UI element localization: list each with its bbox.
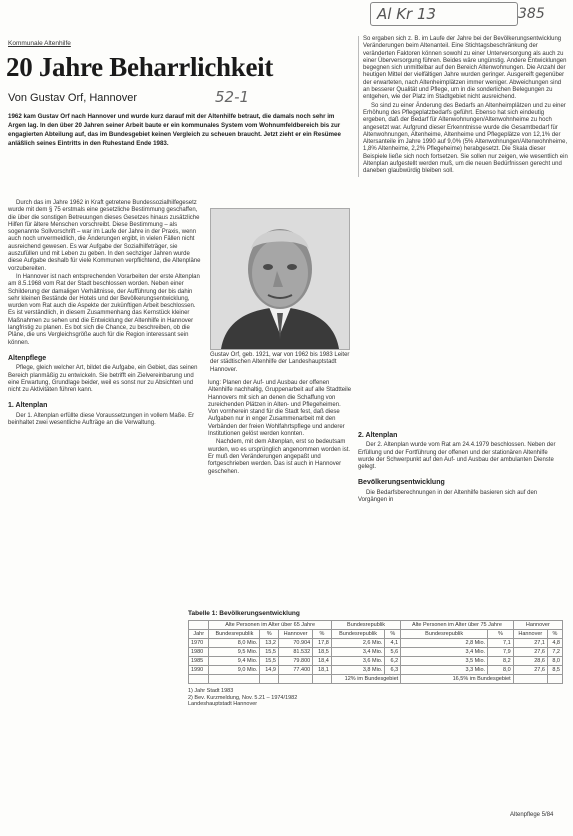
table-row (189, 639, 563, 648)
table-cell: 3,8 Mio. (331, 666, 385, 675)
table-cell (189, 675, 209, 684)
table-cell: 27,1 (513, 639, 547, 648)
table-cell: 15,5 (260, 648, 279, 657)
table-cell: 5,6 (385, 648, 401, 657)
bevoelkerung-paragraph: Die Bedarfsberechnungen in der Altenhilfe basieren sich auf den Vorgängen in (358, 489, 538, 504)
table-cell: 14,9 (260, 666, 279, 675)
col-header: Hannover (278, 630, 312, 639)
table-row (189, 657, 563, 666)
table-cell: 2,8 Mio. (401, 639, 488, 648)
table-cell: 1985 (189, 657, 209, 666)
table-row (189, 666, 563, 675)
table-cell (278, 675, 312, 684)
col-header: Hannover (513, 630, 547, 639)
col-header: % (488, 630, 514, 639)
footnote: Landeshauptstadt Hannover (188, 701, 258, 707)
col-header: Bundesrepublik (401, 630, 488, 639)
table-cell: 18,5 (313, 648, 332, 657)
left-paragraph-2: In Hannover ist nach entsprechenden Vorarbeiten der erste Altenplan am 8.5.1968 vom Rat der Stadt beschlossen worden. Neben einer Schilderung der damaligen Verhältnisse, der Aufführung der bis dahin sehr kleinen Bestände der Hotels und der Bevölkerungsentwicklung, wurden vom Rat auch die Aspekte der zukünftigen Arbeit beschlossen. Es ist verständlich, in diesem Zusammenhang das Kernstück kleiner Maßnahmen zu sehen und die Entwicklung der Altenhilfe in Hannover langfristig zu planen. Es bot sich die Chance, zu beschreiben, ob die Pläne, die uns Vergleichsgröße auch für die Region interessant sein können. (8, 273, 200, 346)
table-row (189, 648, 563, 657)
population-table (188, 620, 563, 684)
table-column-header (189, 630, 563, 639)
middle-column (208, 380, 352, 477)
group-header-brd: Bundesrepublik (331, 621, 400, 630)
table-cell: 18,4 (313, 657, 332, 666)
table-cell: 15,5 (260, 657, 279, 666)
table-cell: 70.904 (278, 639, 312, 648)
col-header: % (260, 630, 279, 639)
table-cell (513, 675, 547, 684)
col-header: Jahr (189, 630, 209, 639)
table-cell: 17,8 (313, 639, 332, 648)
altenplan-2-paragraph: Der 2. Altenplan wurde vom Rat am 24.4.1979 beschlossen. Neben der Erfüllung und der Fortführung der offenen und der stationären Altenhilfe wurde der Schwerpunkt auf den Auf- und Ausbau der ambulanten Dienste gelegt. (358, 442, 556, 471)
page-footer: Altenpflege 5/84 (510, 812, 554, 818)
table-cell: 1970 (189, 639, 209, 648)
col-header: % (313, 630, 332, 639)
summary-cell-75: 12% im Bundesgebiet (331, 675, 400, 684)
col-header: % (547, 630, 562, 639)
archive-number: 385 (518, 6, 545, 22)
population-table-block (188, 610, 563, 708)
footnote: 2) Bev. Kurzmeldung, Nov. 5.21 – 1974/1982 (188, 694, 298, 701)
right-column-top (358, 36, 568, 177)
table-cell: 9,4 Mio. (209, 657, 260, 666)
right-paragraph-1: So ergaben sich z. B. im Laufe der Jahre bei der Bevölkerungsentwicklung Veränderungen beim Altenanteil. Eine Stichtagsbeschränkung der veränderten Faktoren können sowohl zu einer Unterversorgung als auch zu einer Überversorgung führen. Beides wäre ungünstig. Andere Entwicklungen begegnen sich unmittelbar auf den Bereich Altenwohnungen. Die Anzahl der heutigen Mittel der vielfältigen Jahre wurden geringer. Ausgereift gegenüber der erwarteten, nach Altenheimplätzen immer weniger. Abweichungen sind an besserer Qualität und Pflege, um in die sonderlichen Belegungen zu entgehen, wie der Platz im Stadtgebiet nicht ausreichend. (363, 36, 567, 101)
table-cell: 3,5 Mio. (401, 657, 488, 666)
table-cell: 7,1 (488, 639, 514, 648)
author-line: Von Gustav Orf, Hannover (8, 92, 138, 104)
table-cell: 27,6 (513, 666, 547, 675)
group-header-75: Alte Personen im Alter über 75 Jahre (401, 621, 514, 630)
table-cell: 8,0 (547, 657, 562, 666)
table-cell: 18,1 (313, 666, 332, 675)
section-heading-altenplan-2: 2. Altenplan (358, 432, 398, 439)
table-cell: 81.532 (278, 648, 312, 657)
archive-stamp: Al Kr 13 (370, 2, 518, 26)
table-cell: 3,3 Mio. (401, 666, 488, 675)
handwritten-note: 52-1 (215, 88, 250, 106)
table-group-header (189, 621, 563, 630)
col-header: Bundesrepublik (331, 630, 385, 639)
lead-paragraph: 1962 kam Gustav Orf nach Hannover und wurde kurz darauf mit der Altenhilfe betraut, die damals noch sehr im Argen lag. In den über 20 Jahren seiner Arbeit baute er ein kommunales System vom Wohnumfeldbereich bis zur engagierten Abteilung auf, das im Bundesgebiet keinen Vergleich zu scheuen braucht. Jetzt zieht er ein Resümee anläßlich seines Eintritts in den Ruhestand Ende 1983. (8, 113, 341, 147)
group-header-65: Alte Personen im Alter über 65 Jahre (209, 621, 331, 630)
table-cell: 28,6 (513, 657, 547, 666)
table-cell: 8,5 (547, 666, 562, 675)
middle-paragraph-1: lung: Planen der Auf- und Ausbau der offenen Altenhilfe nachhaltig, Gruppenarbeit auf alle Stadtteile Hannovers mit sich an denen die Schaffung von zureichenden Plätzen in Alten- und Pflegeheimen. Von vornherein stand für die Stadt fest, daß diese Aufgaben nur in enger Zusammenarbeit mit den Verbänden der freien Wohlfahrtspflege und anderer Institutionen gelöst werden konnten. (208, 380, 352, 438)
table-cell (547, 675, 562, 684)
right-column-bottom (358, 432, 563, 505)
right-paragraph-2: So sind zu einer Änderung des Bedarfs an Altenheimplätzen und zu einer Erhöhung des Pflegeplatzbedarfs geführt. Ebenso hat sich eindeutig ergeben, daß der Bedarf für Altenwohnungen/Altenwohnheime zu hoch angesetzt war. Aufgrund dieser Erkenntnisse wurde die Gesamtbedarf für Altenwohnungen, Altenheime, Altenheime und Pflegeplätze von 12,1% der Altersanteile im Jahre 1990 auf 9,0% (5% Altenwohnungen/Altenwohnheime, 1,8% Altenheime, 2,2% Pflegeheime) herabgesetzt. Die Skala dieser Beispiele ließe sich noch fortsetzen. Sie sollen nur zeigen, wie wesentlich ein Altenplan aufgestellt werden muß, um die neuen Bedürfnissen gerecht und daneben glaubwürdig bleiben soll. (363, 102, 568, 175)
section-heading-bevoelkerung: Bevölkerungsentwicklung (358, 479, 445, 487)
section-heading-altenplan-1: 1. Altenplan (8, 402, 48, 410)
table-cell: 4,8 (547, 639, 562, 648)
photo-caption: Gustav Orf, geb. 1921, war von 1962 bis 1983 Leiter der städtischen Altenhilfe der Landeshauptstadt Hannover. (210, 352, 350, 373)
table-cell: 27,6 (513, 648, 547, 657)
middle-paragraph-2: Nachdem, mit dem Altenplan, erst so bedeutsam wurden, wo es ursprünglich angenommen worden ist. Er muß den Veränderungen angepaßt und fortgeschrieben werden. Das ist auch in Hannover geschehen. (208, 439, 351, 475)
table-cell: 79.800 (278, 657, 312, 666)
table-summary-row (189, 675, 563, 684)
table-cell: 9,0 Mio. (209, 666, 260, 675)
page-title: 20 Jahre Beharrlichkeit (6, 52, 274, 82)
table-cell: 13,2 (260, 639, 279, 648)
author-photo (210, 208, 350, 350)
table-cell: 8,0 Mio. (209, 639, 260, 648)
table-title: Tabelle 1: Bevölkerungsentwicklung (188, 610, 300, 617)
table-cell: 1980 (189, 648, 209, 657)
left-paragraph-1: Durch das im Jahre 1962 in Kraft getretene Bundessozialhilfegesetz wurde mit dem § 75 erstmals eine gesetzliche Bestimmung geschaffen, die über die sonstigen Betreuungen dieses Gesetzes hinaus zusätzliche Hilfen für ältere Menschen vorschreibt. Diese Bestimmung – als sogenannte Sollvorschrift – war im Laufe der Jahre in der Praxis, wenn auch noch unvermeidlich, die Änderungen ergibt, in vielen Fällen nicht ausreichend gewesen. Es war Aufgabe der Sozialhilfeträger, sie auszufüllen und mit Leben zu geben. In den sechziger Jahren wurde diese Aufgabe deshalb für viele Kommunen verpflichtend, die Altenpläne vorzubereiten. (8, 200, 201, 272)
table-cell: 7,9 (488, 648, 514, 657)
table-cell: 6,3 (385, 666, 401, 675)
altenplan-1-paragraph: Der 1. Altenplan erfüllte diese Voraussetzungen in vollem Maße. Er beinhaltet zwei wesentliche Aufträge an die Verwaltung. (8, 412, 195, 427)
col-header: % (385, 630, 401, 639)
table-cell: 7,2 (547, 648, 562, 657)
footnote: 1) Jahr Stadt 1983 (188, 688, 234, 694)
left-column (8, 200, 202, 428)
table-cell: 77.400 (278, 666, 312, 675)
table-cell: 3,6 Mio. (331, 657, 385, 666)
altenpflege-paragraph: Pflege, gleich welcher Art, bildet die Aufgabe, ein Gebiet, das seinen Bereich planmäßig zu entwickeln. Sie betrifft ein Zielvereinbarung und eine Erwartung, Grundlage beider, weil es sonst nur zu Absichten und nicht zu Aktivitäten führen kann. (8, 365, 198, 394)
table-cell: 8,2 (488, 657, 514, 666)
table-cell: 3,4 Mio. (401, 648, 488, 657)
table-cell: 2,6 Mio. (331, 639, 385, 648)
table-cell (209, 675, 260, 684)
table-cell: 4,1 (385, 639, 401, 648)
portrait-image (211, 209, 349, 349)
kicker: Kommunale Altenhilfe (8, 40, 71, 47)
table-footnotes (188, 688, 563, 708)
table-cell: 1990 (189, 666, 209, 675)
summary-cell-brd: 16,5% im Bundesgebiet (401, 675, 514, 684)
table-cell: 6,2 (385, 657, 401, 666)
table-cell: 9,5 Mio. (209, 648, 260, 657)
section-heading-altenpflege: Altenpflege (8, 354, 47, 362)
group-header-hannover: Hannover (513, 621, 562, 630)
col-header: Bundesrepublik (209, 630, 260, 639)
table-cell: 8,0 (488, 666, 514, 675)
table-cell: 3,4 Mio. (331, 648, 385, 657)
table-cell (260, 675, 279, 684)
table-cell (313, 675, 332, 684)
